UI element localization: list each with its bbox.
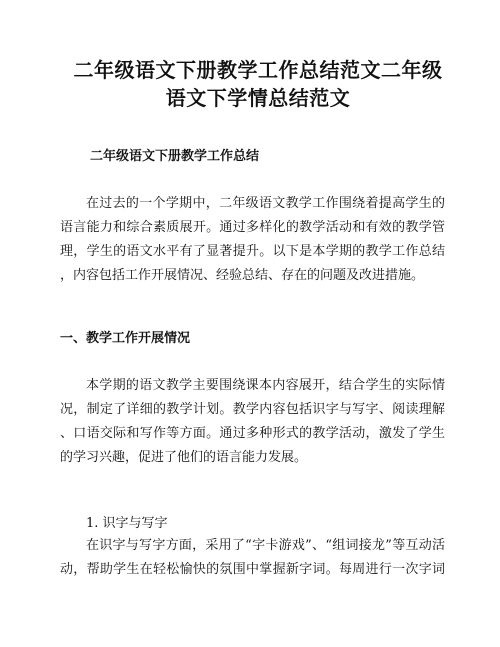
paragraph-line: 动，帮助学生在轻松愉快的氛围中掌握新字词。每周进行一次字词 <box>60 562 445 577</box>
paragraph-line: 在过去的一个学期中，二年级语文教学工作围绕着提高学生的 <box>86 196 445 211</box>
paragraph-line: 理，学生的语文水平有了显著提升。以下是本学期的教学工作总结 <box>60 244 445 259</box>
paragraph-line: 在识字与写字方面，采用了“字卡游戏”、“组词接龙”等互动活 <box>86 538 445 553</box>
section-heading: 一、教学工作开展情况 <box>60 331 191 346</box>
paragraph-line: 本学期的语文教学主要围绕课本内容展开，结合学生的实际情 <box>86 378 445 393</box>
paragraph-line: 、口语交际和写作等方面。通过多种形式的教学活动，激发了学生 <box>60 426 445 441</box>
section-paragraph <box>60 374 445 470</box>
document-title <box>58 56 458 112</box>
subsection-paragraph <box>60 534 445 582</box>
paragraph-line: 语言能力和综合素质展开。通过多样化的教学活动和有效的教学管 <box>60 220 445 235</box>
paragraph-line: 况，制定了详细的教学计划。教学内容包括识字与写字、阅读理解 <box>60 402 445 417</box>
paragraph-line: ，内容包括工作开展情况、经验总结、存在的问题及改进措施。 <box>60 268 425 283</box>
intro-paragraph <box>60 192 445 288</box>
title-line-1: 二年级语文下册教学工作总结范文二年级 <box>73 58 443 82</box>
paragraph-line: 的学习兴趣，促进了他们的语言能力发展。 <box>60 450 308 465</box>
subsection-heading: 1. 识字与写字 <box>86 516 168 531</box>
document-subtitle: 二年级语文下册教学工作总结 <box>90 149 260 164</box>
title-line-2: 语文下学情总结范文 <box>165 86 351 110</box>
